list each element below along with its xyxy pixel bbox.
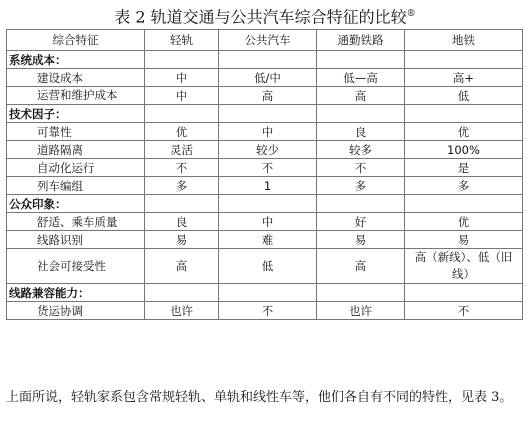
table-cell: 不 bbox=[219, 302, 317, 320]
column-header: 轻轨 bbox=[145, 30, 219, 51]
table-cell: 易 bbox=[317, 231, 405, 249]
section-label: 公众印象： bbox=[7, 195, 145, 213]
table-cell: 灵活 bbox=[145, 141, 219, 159]
row-label: 运营和维护成本 bbox=[7, 87, 145, 105]
table-cell: 低 bbox=[219, 249, 317, 284]
table-row bbox=[7, 69, 523, 87]
table-cell: 优 bbox=[145, 123, 219, 141]
row-label: 自动化运行 bbox=[7, 159, 145, 177]
header-row bbox=[7, 30, 523, 51]
table-cell bbox=[405, 51, 523, 69]
table-cell: 难 bbox=[219, 231, 317, 249]
table-cell bbox=[317, 284, 405, 302]
column-header: 地铁 bbox=[405, 30, 523, 51]
table-cell: 中 bbox=[145, 69, 219, 87]
table-cell bbox=[219, 284, 317, 302]
table-cell bbox=[219, 105, 317, 123]
table-cell bbox=[405, 105, 523, 123]
table-row bbox=[7, 249, 523, 284]
table-cell: 低 bbox=[405, 87, 523, 105]
column-header: 综合特征 bbox=[7, 30, 145, 51]
table-cell bbox=[219, 51, 317, 69]
table-caption bbox=[0, 0, 530, 28]
row-label: 社会可接受性 bbox=[7, 249, 145, 284]
table-cell: 优 bbox=[405, 213, 523, 231]
table-cell bbox=[145, 51, 219, 69]
table-cell bbox=[145, 284, 219, 302]
table-row bbox=[7, 159, 523, 177]
table-row bbox=[7, 213, 523, 231]
row-label: 货运协调 bbox=[7, 302, 145, 320]
table-cell: 中 bbox=[219, 213, 317, 231]
table-cell: 优 bbox=[405, 123, 523, 141]
table-row bbox=[7, 141, 523, 159]
table-row bbox=[7, 123, 523, 141]
table-cell: 1 bbox=[219, 177, 317, 195]
table-row bbox=[7, 87, 523, 105]
table-cell bbox=[405, 284, 523, 302]
table-row bbox=[7, 302, 523, 320]
comparison-table bbox=[6, 29, 523, 320]
row-label: 线路识别 bbox=[7, 231, 145, 249]
row-label: 道路隔离 bbox=[7, 141, 145, 159]
table-cell: 高（新线）、低（旧线） bbox=[405, 249, 523, 284]
table-cell: 易 bbox=[145, 231, 219, 249]
table-cell: 高 bbox=[145, 249, 219, 284]
caption-superscript: ® bbox=[406, 9, 416, 19]
table-cell bbox=[317, 195, 405, 213]
row-label: 建设成本 bbox=[7, 69, 145, 87]
column-header: 通勤铁路 bbox=[317, 30, 405, 51]
table-cell bbox=[145, 105, 219, 123]
table-cell: 较多 bbox=[317, 141, 405, 159]
caption-title: 表 2 轨道交通与公共汽车综合特征的比较 bbox=[114, 7, 407, 27]
row-label: 舒适、乘车质量 bbox=[7, 213, 145, 231]
table-cell: 不 bbox=[317, 159, 405, 177]
table-cell: 也许 bbox=[317, 302, 405, 320]
table-cell: 中 bbox=[219, 123, 317, 141]
body-paragraph: 上面所说，轻轨家系包含常规轻轨、单轨和线性车等，他们各自有不同的特性，见表 3。 bbox=[6, 390, 513, 405]
table-cell: 高 bbox=[219, 87, 317, 105]
row-label: 可靠性 bbox=[7, 123, 145, 141]
table-cell: 100% bbox=[405, 141, 523, 159]
section-label: 技术因子： bbox=[7, 105, 145, 123]
table-cell: 不 bbox=[219, 159, 317, 177]
table-cell: 多 bbox=[405, 177, 523, 195]
table-cell: 高 bbox=[317, 249, 405, 284]
column-header: 公共汽车 bbox=[219, 30, 317, 51]
table-cell: 易 bbox=[405, 231, 523, 249]
table-cell: 多 bbox=[145, 177, 219, 195]
table-cell: 高+ bbox=[405, 69, 523, 87]
table-cell: 较少 bbox=[219, 141, 317, 159]
section-label: 线路兼容能力： bbox=[7, 284, 145, 302]
section-row bbox=[7, 105, 523, 123]
table-cell: 不 bbox=[405, 302, 523, 320]
table-cell: 中 bbox=[145, 87, 219, 105]
table-cell bbox=[145, 195, 219, 213]
table-cell: 好 bbox=[317, 213, 405, 231]
table-cell: 低—高 bbox=[317, 69, 405, 87]
table-row bbox=[7, 177, 523, 195]
table-cell: 也许 bbox=[145, 302, 219, 320]
table-cell: 高 bbox=[317, 87, 405, 105]
section-label: 系统成本： bbox=[7, 51, 145, 69]
table-cell bbox=[405, 195, 523, 213]
table-cell: 良 bbox=[145, 213, 219, 231]
table-cell bbox=[219, 195, 317, 213]
table-cell: 是 bbox=[405, 159, 523, 177]
row-label: 列车编组 bbox=[7, 177, 145, 195]
table-row bbox=[7, 231, 523, 249]
section-row bbox=[7, 51, 523, 69]
table-cell: 良 bbox=[317, 123, 405, 141]
table-cell: 不 bbox=[145, 159, 219, 177]
section-row bbox=[7, 195, 523, 213]
table-cell bbox=[317, 105, 405, 123]
table-cell: 低/中 bbox=[219, 69, 317, 87]
table-cell bbox=[317, 51, 405, 69]
section-row bbox=[7, 284, 523, 302]
table-cell: 多 bbox=[317, 177, 405, 195]
